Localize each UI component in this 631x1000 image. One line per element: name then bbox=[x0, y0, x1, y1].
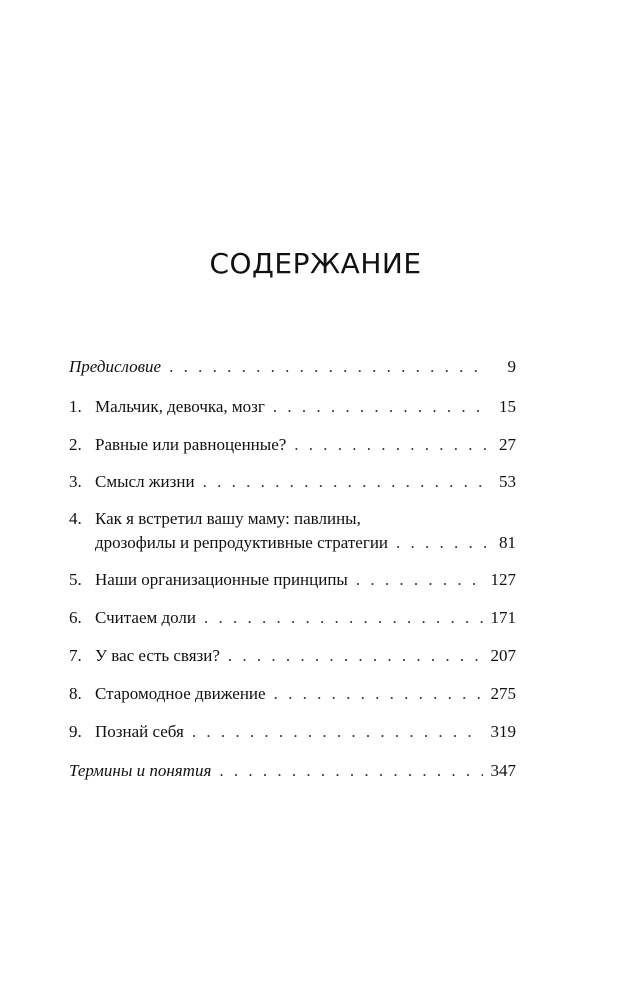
toc-entry-glossary[interactable] bbox=[69, 759, 516, 783]
toc-entry-chapter-6[interactable] bbox=[69, 606, 516, 630]
toc-entry-chapter-1[interactable] bbox=[69, 395, 516, 419]
dot-leader bbox=[396, 531, 486, 555]
dot-leader bbox=[204, 606, 482, 630]
toc-entry-label: Наши организационные принципы bbox=[95, 570, 348, 589]
toc-entry-label: Термины и понятия bbox=[69, 761, 212, 780]
dot-leader bbox=[356, 568, 483, 592]
toc-entry-label: Смысл жизни bbox=[95, 472, 195, 491]
toc-entry-page: 127 bbox=[490, 570, 516, 589]
toc-entry-page: 81 bbox=[499, 533, 516, 552]
dot-leader bbox=[203, 470, 486, 494]
toc-entry-label: У вас есть связи? bbox=[95, 646, 220, 665]
toc-entry-chapter-8[interactable] bbox=[69, 682, 516, 706]
toc-entry-page: 171 bbox=[490, 608, 516, 627]
toc-entry-page: 27 bbox=[499, 435, 516, 454]
toc-entry-chapter-9[interactable] bbox=[69, 720, 516, 744]
toc-entry-number: 7. bbox=[69, 646, 82, 665]
toc-entry-label: Познай себя bbox=[95, 722, 184, 741]
toc-entry-number: 8. bbox=[69, 684, 82, 703]
dot-leader bbox=[228, 644, 483, 668]
dot-leader bbox=[294, 433, 486, 457]
toc-entry-chapter-5[interactable] bbox=[69, 568, 516, 592]
toc-entry-page: 347 bbox=[490, 761, 516, 780]
toc-entry-chapter-4[interactable] bbox=[69, 507, 516, 555]
toc-entry-number: 3. bbox=[69, 472, 82, 491]
toc-entry-number: 2. bbox=[69, 435, 82, 454]
toc-entry-page: 275 bbox=[490, 684, 516, 703]
toc-entry-label: Считаем доли bbox=[95, 608, 197, 627]
toc-entry-label: Предисловие bbox=[69, 357, 162, 376]
toc-entry-number: 1. bbox=[69, 397, 82, 416]
page-title: СОДЕРЖАНИЕ bbox=[209, 247, 422, 280]
toc-entry-page: 15 bbox=[499, 397, 516, 416]
toc-entry-page: 207 bbox=[490, 646, 516, 665]
toc-entry-label-line1: Как я встретил вашу маму: павлины, bbox=[95, 509, 361, 528]
toc-entry-label: Старомодное движение bbox=[95, 684, 266, 703]
toc-entry-number: 4. bbox=[69, 509, 82, 528]
toc-entry-chapter-2[interactable] bbox=[69, 433, 516, 457]
toc-entry-number: 5. bbox=[69, 570, 82, 589]
dot-leader bbox=[192, 720, 483, 744]
toc-entry-preface[interactable] bbox=[69, 355, 516, 379]
dot-leader bbox=[273, 395, 486, 419]
toc-entry-label-line2: дрозофилы и репродуктивные стратегии bbox=[95, 533, 389, 552]
toc-entry-chapter-7[interactable] bbox=[69, 644, 516, 668]
dot-leader bbox=[169, 355, 486, 379]
toc-entry-page: 9 bbox=[507, 357, 516, 376]
toc-entry-chapter-3[interactable] bbox=[69, 470, 516, 494]
toc-entry-page: 53 bbox=[499, 472, 516, 491]
toc-entry-label: Равные или равноценные? bbox=[95, 435, 287, 454]
toc-entry-page: 319 bbox=[490, 722, 516, 741]
dot-leader bbox=[274, 682, 483, 706]
dot-leader bbox=[219, 759, 482, 783]
toc-entry-number: 6. bbox=[69, 608, 82, 627]
toc-entry-number: 9. bbox=[69, 722, 82, 741]
toc-entry-label: Мальчик, девочка, мозг bbox=[95, 397, 265, 416]
